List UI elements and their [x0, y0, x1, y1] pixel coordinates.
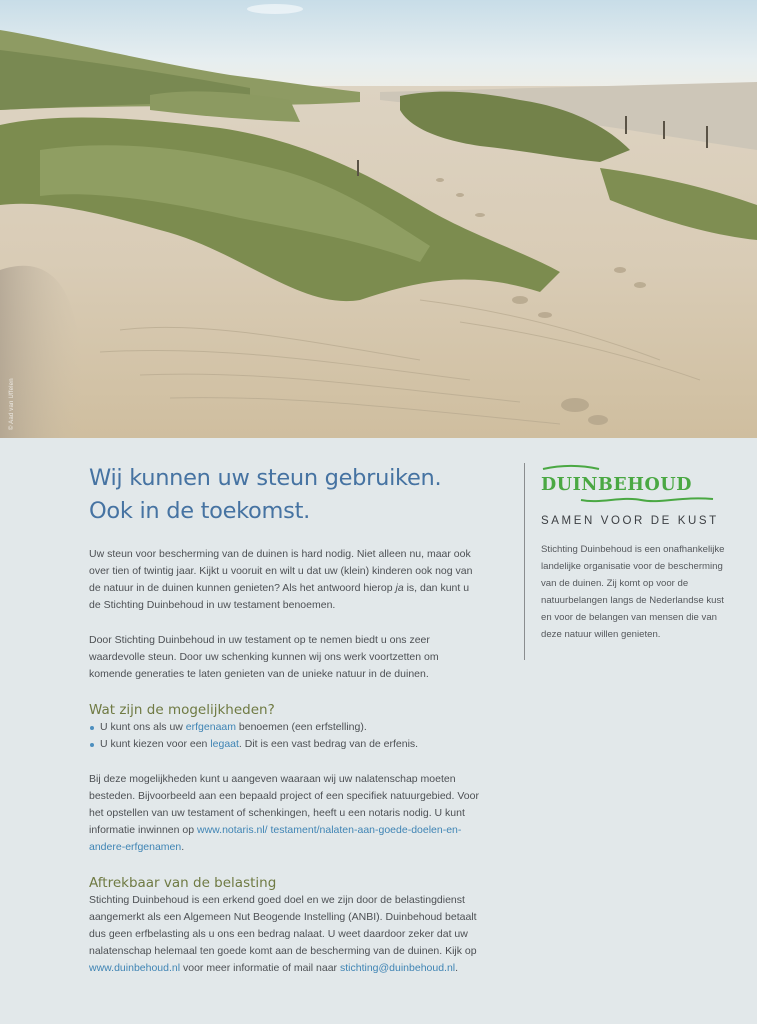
option-text: . Dit is een vast bedrag van de erfenis. [238, 738, 419, 750]
sidebar [541, 464, 731, 643]
legaat-link[interactable]: legaat [210, 738, 239, 750]
option-text: U kunt kiezen voor een [100, 738, 211, 750]
sidebar-divider [524, 463, 525, 660]
intro-text-part2: is, dan kunt u de Stichting Duinbehoud in uw testament benoemen. [89, 582, 470, 611]
logo-tagline: SAMEN VOOR DE KUST [541, 515, 719, 527]
title-line-1: Wij kunnen uw steun gebruiken. [89, 465, 442, 491]
option-text: benoemen (een erfstelling). [236, 721, 367, 733]
duinbehoud-website-link[interactable]: www.duinbehoud.nl [89, 962, 181, 974]
organisation-description: Stichting Duinbehoud is een onafhankelijke landelijke organisatie voor de bescherming van de duinen. Zij komt op voor de natuurbelangen langs de Nederlandse kust en voor de belangen van mensen die van deze natuur willen genieten. [541, 544, 725, 640]
erfgenaam-link[interactable]: erfgenaam [185, 721, 236, 733]
logo-wordmark: DUINBEHOUD [541, 475, 692, 495]
notaris-link[interactable]: www.notaris.nl/ testament/nalaten-aan-goede-doelen-en-andere-erfgenamen [89, 824, 462, 853]
options-heading: Wat zijn de mogelijkheden? [89, 702, 275, 718]
title-line-2: Ook in de toekomst. [89, 498, 310, 524]
intro-text-part1: Uw steun voor bescherming van de duinen is hard nodig. Niet alleen nu, maar ook over tien of twintig jaar. Kijkt u vooruit en wilt u dat uw (klein) kinderen ook nog van de natuur in de duinen kunnen genieten? Als het antwoord hierop [89, 548, 473, 594]
notaris-text: Bij deze mogelijkheden kunt u aangeven waaraan wij uw nalatenschap moeten besteden. Bijvoorbeeld aan een bepaald project of een specifiek natuurgebied. Voor het opstellen van uw testament of schenkingen, heeft u een notaris nodig. U kunt informatie inwinnen op [89, 773, 479, 836]
notaris-paragraph [89, 771, 481, 856]
email-link[interactable]: stichting@duinbehoud.nl [339, 962, 456, 974]
options-list [89, 719, 481, 753]
page-title [89, 462, 481, 528]
option-item-erfgenaam [89, 719, 481, 736]
tax-text-end: . [455, 962, 459, 974]
tax-heading: Aftrekbaar van de belasting [89, 875, 277, 891]
option-text: U kunt ons als uw [100, 721, 186, 733]
intro-emphasis: ja [395, 582, 404, 594]
tax-text-mid: voor meer informatie of mail naar [180, 962, 340, 974]
tax-paragraph [89, 892, 481, 977]
intro-paragraph [89, 546, 481, 614]
duinbehoud-logo [541, 464, 716, 508]
main-content [89, 462, 481, 977]
support-paragraph: Door Stichting Duinbehoud in uw testament op te nemen biedt u ons zeer waardevolle steun. Door uw schenking kunnen wij ons werk voortzetten om komende generaties te laten genieten van de unieke natuur in de duinen. [89, 634, 439, 680]
notaris-text-end: . [181, 841, 185, 853]
option-item-legaat [89, 736, 481, 753]
dune-photo [0, 0, 757, 438]
photo-credit: © Aad van Uffelen [9, 378, 15, 430]
tax-text: Stichting Duinbehoud is een erkend goed doel en we zijn door de belastingdienst aangemerkt als een Algemeen Nut Beogende Instelling (ANBI). Duinbehoud betaalt dus geen erfbelasting als u ons een bedrag nalaat. U weet daardoor zeker dat uw nalatenschap helemaal ten goede komt aan de bescherming van de duinen. Kijk op [89, 894, 477, 957]
